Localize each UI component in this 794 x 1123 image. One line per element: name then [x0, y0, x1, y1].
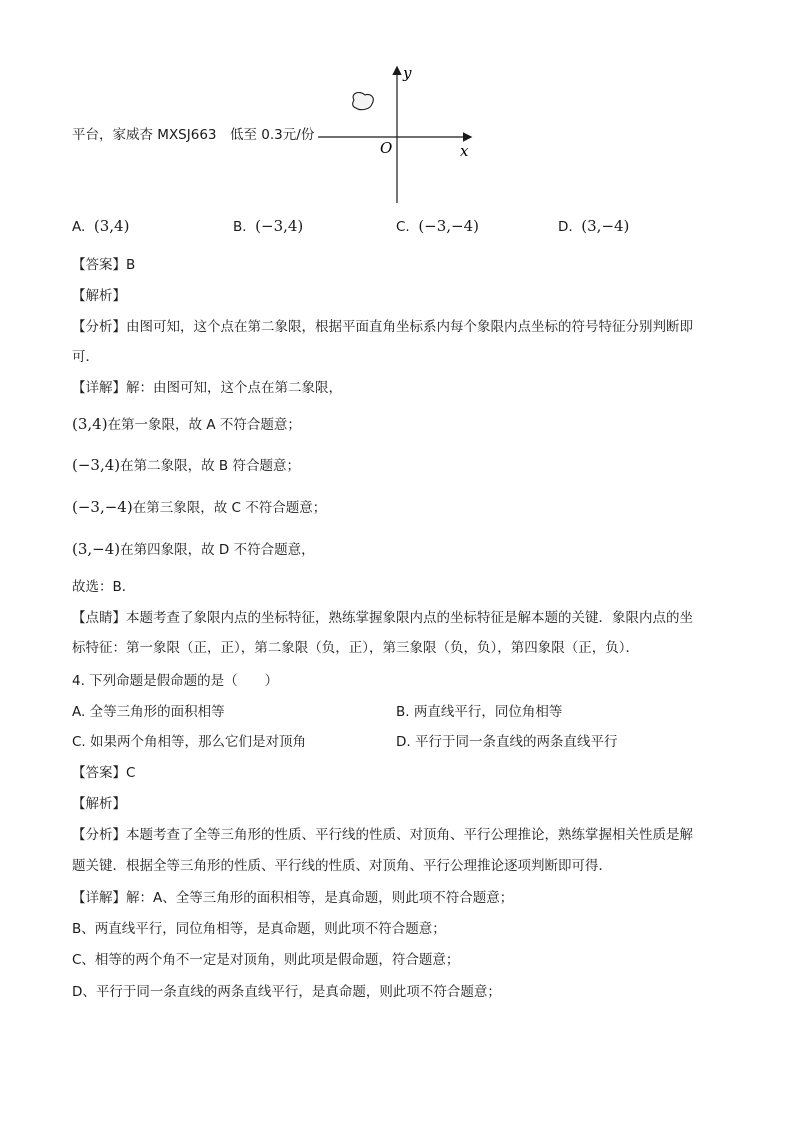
coordinate-figure	[310, 60, 480, 210]
q3-comment-line-1: 【点睛】本题考查了象限内点的坐标特征，熟练掌握象限内点的坐标特征是解本题的关键．象限内点的坐	[72, 610, 693, 626]
q4-detail-line-2: B、两直线平行，同位角相等，是真命题，则此项不符合题意；	[72, 921, 446, 937]
q3-choose: 故选：B．	[72, 579, 136, 595]
q4-detail-line-1: 【详解】解：A、全等三角形的面积相等，是真命题，则此项不符合题意；	[72, 890, 514, 906]
q4-answer: 【答案】C	[72, 765, 136, 781]
q3-option-b: B. (−3,4)	[233, 217, 304, 235]
x-axis-label: x	[460, 142, 469, 160]
q4-detail-line-4: D、平行于同一条直线的两条直线平行，是真命题，则此项不符合题意；	[72, 984, 501, 1000]
q4-stem: 4. 下列命题是假命题的是（ ）	[72, 673, 279, 689]
q3-item-4: (3,−4)在第四象限，故 D 不符合题意，	[72, 540, 315, 558]
q4-option-c: C. 如果两个角相等，那么它们是对顶角	[72, 734, 307, 750]
q3-answer: 【答案】B	[72, 257, 136, 273]
q4-option-a: A. 全等三角形的面积相等	[72, 704, 225, 720]
origin-label: O	[380, 139, 393, 157]
q3-option-c: C. (−3,−4)	[396, 217, 480, 235]
ink-blot-point	[353, 93, 374, 110]
header-line: 平台，家威杏 MXSJ663 低至 0.3元/份	[72, 127, 315, 143]
q3-item-1: (3,4)在第一象限，故 A 不符合题意；	[72, 415, 301, 433]
q3-comment-line-2: 标特征：第一象限（正，正），第二象限（负，正），第三象限（负，负），第四象限（正，负）．	[72, 640, 639, 656]
q4-fenxi-line-2: 题关键．根据全等三角形的性质、平行线的性质、对顶角、平行公理推论逐项判断即可得．	[72, 858, 612, 874]
q4-fenxi-line-1: 【分析】本题考查了全等三角形的性质、平行线的性质、对顶角、平行公理推论，熟练掌握相关性质是解	[72, 827, 693, 843]
q3-fenxi-line-2: 可．	[72, 349, 99, 365]
q3-analysis-head: 【解析】	[72, 288, 126, 304]
q4-option-d: D. 平行于同一条直线的两条直线平行	[396, 734, 618, 750]
q4-analysis-head: 【解析】	[72, 796, 126, 812]
q3-detail: 【详解】解：由图可知，这个点在第二象限，	[72, 380, 342, 396]
y-axis-label: y	[403, 64, 412, 82]
q3-fenxi-line-1: 【分析】由图可知，这个点在第二象限，根据平面直角坐标系内每个象限内点坐标的符号特征分别判断即	[72, 319, 693, 335]
q3-option-d: D. (3,−4)	[558, 217, 630, 235]
q3-item-2: (−3,4)在第二象限，故 B 符合题意；	[72, 456, 300, 474]
q3-option-a: A. (3,4)	[72, 217, 130, 235]
q4-detail-line-3: C、相等的两个角不一定是对顶角，则此项是假命题，符合题意；	[72, 952, 460, 968]
q3-item-3: (−3,−4)在第三象限，故 C 不符合题意；	[72, 498, 327, 516]
q4-option-b: B. 两直线平行，同位角相等	[396, 704, 563, 720]
